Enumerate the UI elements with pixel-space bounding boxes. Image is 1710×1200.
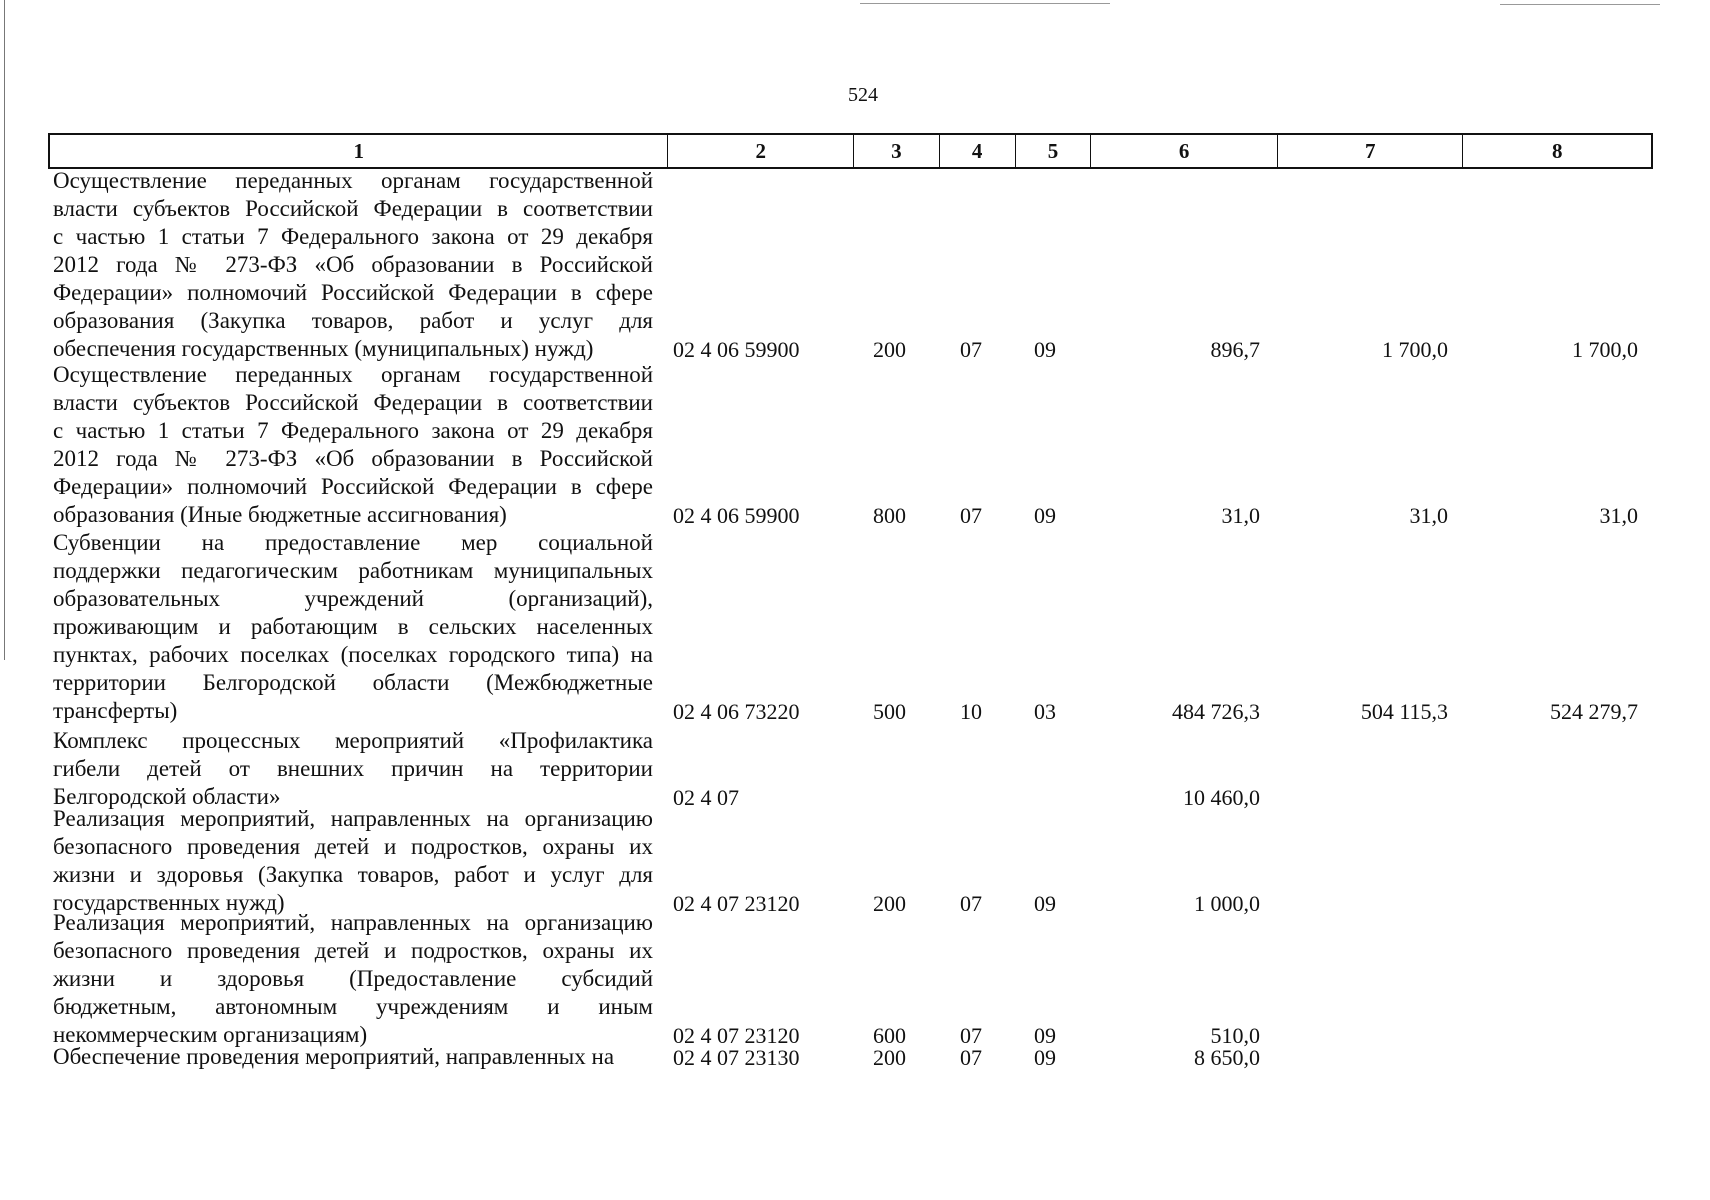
description-line: с частью 1 статьи 7 Федерального закона от 29 декабря — [53, 224, 653, 249]
description-line: гибели детей от внешних причин на территории — [53, 756, 653, 781]
row-value-col6: 8 650,0 — [1194, 1045, 1260, 1070]
description-line: поддержки педагогическим работникам муниципальных — [53, 558, 653, 583]
header-col-2: 2 — [668, 135, 854, 167]
row-subsection: 09 — [1034, 1023, 1056, 1048]
description-line: государственных нужд) — [53, 890, 285, 915]
row-section: 07 — [960, 503, 982, 528]
row-expense-type: 600 — [873, 1023, 906, 1048]
page-number: 524 — [848, 84, 878, 106]
description-line: трансферты) — [53, 698, 178, 723]
description-line: власти субъектов Российской Федерации в соответствии — [53, 196, 653, 221]
row-description — [53, 529, 653, 725]
row-description — [53, 727, 653, 811]
row-description — [53, 1043, 653, 1071]
row-value-col6: 10 460,0 — [1183, 785, 1260, 810]
header-col-6: 6 — [1091, 135, 1278, 167]
description-line: жизни и здоровья (Предоставление субсидий — [53, 966, 653, 991]
row-description — [53, 361, 653, 529]
row-value-col6: 1 000,0 — [1194, 891, 1260, 916]
row-value-col6: 510,0 — [1210, 1023, 1260, 1048]
row-description — [53, 805, 653, 917]
description-line: Федерации» полномочий Российской Федерации в сфере — [53, 474, 653, 499]
row-value-col7: 1 700,0 — [1382, 337, 1448, 362]
scan-edge-top-right — [1500, 4, 1660, 5]
description-line: Осуществление переданных органам государственной — [53, 362, 653, 387]
row-subsection: 09 — [1034, 1045, 1056, 1070]
row-value-col8: 31,0 — [1599, 503, 1638, 528]
description-line: пунктах, рабочих поселках (поселках городского типа) на — [53, 642, 653, 667]
row-value-col8: 524 279,7 — [1550, 699, 1638, 724]
row-expense-type: 800 — [873, 503, 906, 528]
row-value-col6: 31,0 — [1221, 503, 1260, 528]
header-col-7: 7 — [1278, 135, 1464, 167]
description-line: обеспечения государственных (муниципальных) нужд) — [53, 336, 594, 361]
scan-edge-left — [4, 0, 5, 660]
row-code: 02 4 06 73220 — [673, 699, 800, 724]
description-line: Реализация мероприятий, направленных на организацию — [53, 806, 653, 831]
row-subsection: 09 — [1034, 337, 1056, 362]
header-col-3: 3 — [854, 135, 940, 167]
description-line: Осуществление переданных органам государственной — [53, 168, 653, 193]
description-line: проживающим и работающим в сельских населенных — [53, 614, 653, 639]
header-col-5: 5 — [1016, 135, 1092, 167]
description-line: Комплекс процессных мероприятий «Профилактика — [53, 728, 653, 753]
row-value-col7: 31,0 — [1409, 503, 1448, 528]
description-line: Обеспечение проведения мероприятий, направленных на — [53, 1044, 615, 1069]
description-line: некоммерческим организациям) — [53, 1022, 368, 1047]
row-code: 02 4 07 23130 — [673, 1045, 800, 1070]
row-code: 02 4 06 59900 — [673, 337, 800, 362]
description-line: образования (Иные бюджетные ассигнования) — [53, 502, 507, 527]
row-subsection: 03 — [1034, 699, 1056, 724]
description-line: образования (Закупка товаров, работ и услуг для — [53, 308, 653, 333]
description-line: безопасного проведения детей и подростков, охраны их — [53, 938, 653, 963]
header-col-1: 1 — [50, 135, 668, 167]
row-code: 02 4 07 23120 — [673, 1023, 800, 1048]
row-code: 02 4 07 23120 — [673, 891, 800, 916]
description-line: 2012 года № 273-ФЗ «Об образовании в Российской — [53, 252, 653, 277]
scan-edge-top — [860, 3, 1110, 4]
header-col-4: 4 — [940, 135, 1016, 167]
row-value-col6: 484 726,3 — [1172, 699, 1260, 724]
row-expense-type: 200 — [873, 1045, 906, 1070]
row-section: 10 — [960, 699, 982, 724]
description-line: власти субъектов Российской Федерации в соответствии — [53, 390, 653, 415]
row-section: 07 — [960, 337, 982, 362]
row-subsection: 09 — [1034, 891, 1056, 916]
row-subsection: 09 — [1034, 503, 1056, 528]
header-col-8: 8 — [1551, 139, 1563, 163]
row-code: 02 4 07 — [673, 785, 739, 810]
description-line: 2012 года № 273-ФЗ «Об образовании в Российской — [53, 446, 653, 471]
row-code: 02 4 06 59900 — [673, 503, 800, 528]
description-line: бюджетным, автономным учреждениям и иным — [53, 994, 653, 1019]
description-line: Белгородской области» — [53, 784, 281, 809]
description-line: безопасного проведения детей и подростков, охраны их — [53, 834, 653, 859]
row-section: 07 — [960, 1045, 982, 1070]
description-line: жизни и здоровья (Закупка товаров, работ и услуг для — [53, 862, 653, 887]
row-expense-type: 200 — [873, 337, 906, 362]
description-line: с частью 1 статьи 7 Федерального закона от 29 декабря — [53, 418, 653, 443]
row-description — [53, 909, 653, 1049]
description-line: Субвенции на предоставление мер социальной — [53, 530, 653, 555]
row-description — [53, 167, 653, 363]
description-line: Реализация мероприятий, направленных на организацию — [53, 910, 653, 935]
row-value-col8: 1 700,0 — [1572, 337, 1638, 362]
row-expense-type: 500 — [873, 699, 906, 724]
description-line: территории Белгородской области (Межбюджетные — [53, 670, 653, 695]
row-value-col7: 504 115,3 — [1360, 699, 1448, 724]
description-line: Федерации» полномочий Российской Федерации в сфере — [53, 280, 653, 305]
row-section: 07 — [960, 891, 982, 916]
description-line: образовательных учреждений (организаций), — [53, 586, 653, 611]
table-header — [48, 133, 1653, 169]
row-value-col6: 896,7 — [1210, 337, 1260, 362]
row-expense-type: 200 — [873, 891, 906, 916]
row-section: 07 — [960, 1023, 982, 1048]
